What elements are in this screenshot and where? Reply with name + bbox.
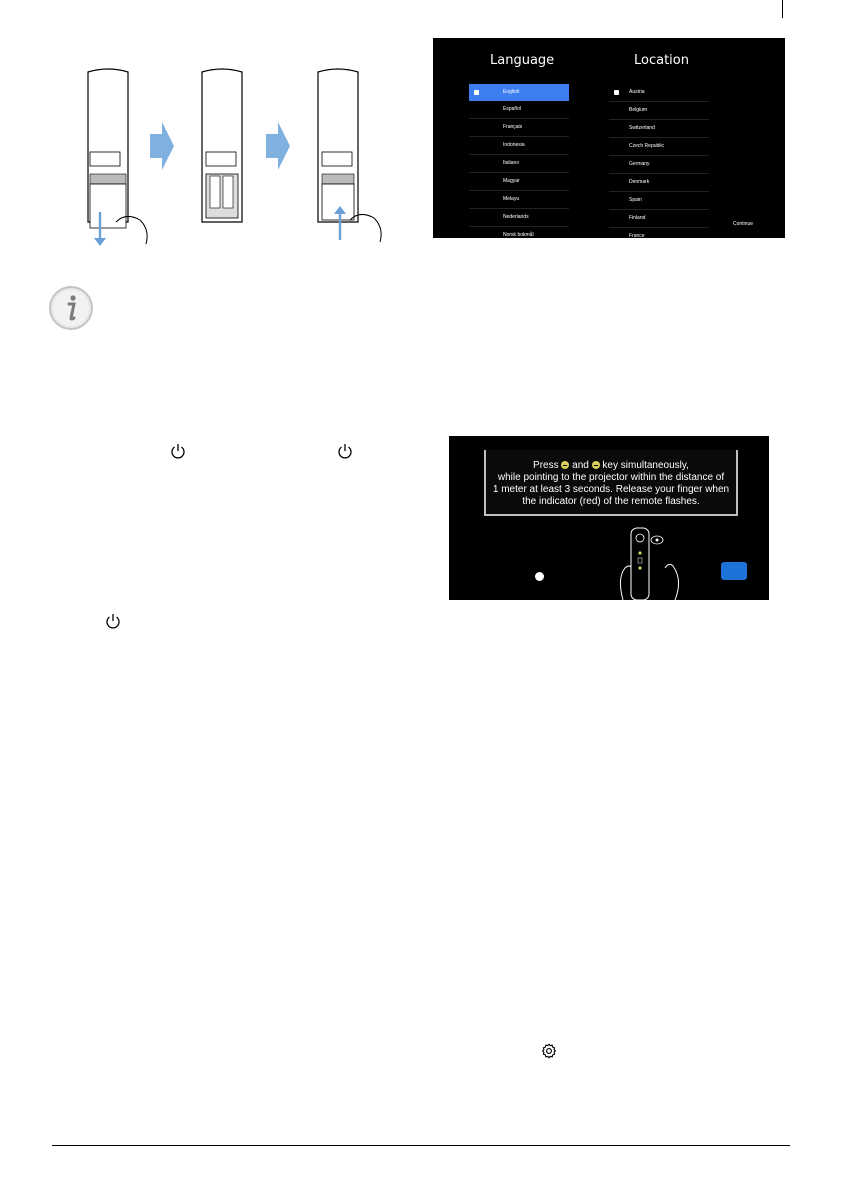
language-list bbox=[469, 84, 569, 238]
language-item[interactable]: Melayu bbox=[469, 191, 569, 209]
info-icon bbox=[48, 285, 94, 331]
power-icon bbox=[105, 613, 121, 629]
footer-rule bbox=[52, 1145, 790, 1146]
location-list bbox=[609, 84, 709, 238]
continue-button[interactable]: Continue bbox=[733, 221, 754, 227]
pairing-text: 1 meter at least 3 seconds. Release your finger when bbox=[492, 484, 730, 495]
power-icon bbox=[170, 443, 186, 459]
location-item[interactable]: Austria bbox=[609, 84, 709, 102]
language-title: Language bbox=[490, 53, 555, 68]
location-item[interactable]: Spain bbox=[609, 192, 709, 210]
key-icon bbox=[561, 461, 569, 469]
back-icon[interactable] bbox=[535, 572, 544, 581]
language-item[interactable]: Nederlands bbox=[469, 209, 569, 227]
power-icon bbox=[337, 443, 353, 459]
location-item[interactable]: France bbox=[609, 228, 709, 238]
language-item[interactable]: English bbox=[469, 84, 569, 101]
header-rule bbox=[782, 0, 783, 18]
pair-button[interactable] bbox=[721, 562, 747, 580]
pairing-instructions bbox=[484, 450, 738, 516]
location-item[interactable]: Switzerland bbox=[609, 120, 709, 138]
remote-open-illustration bbox=[88, 69, 147, 246]
remote-pairing-screen bbox=[449, 436, 769, 600]
checkbox-icon bbox=[474, 90, 479, 95]
language-item[interactable]: Italiano bbox=[469, 155, 569, 173]
remote-close-illustration bbox=[318, 69, 381, 242]
location-item[interactable]: Denmark bbox=[609, 174, 709, 192]
location-item[interactable]: Germany bbox=[609, 156, 709, 174]
location-item[interactable]: Belgium bbox=[609, 102, 709, 120]
hands-holding-remote-illustration bbox=[599, 524, 699, 600]
language-location-screen bbox=[433, 38, 785, 238]
pairing-text: while pointing to the projector within the distance of bbox=[497, 472, 725, 483]
pairing-text: Press bbox=[533, 460, 559, 471]
arrow-right-1 bbox=[150, 122, 174, 170]
gear-icon bbox=[541, 1043, 557, 1059]
location-item[interactable]: Czech Republic bbox=[609, 138, 709, 156]
arrow-right-2 bbox=[266, 122, 290, 170]
remote-battery-illustration bbox=[202, 69, 242, 222]
location-item[interactable]: Finland bbox=[609, 210, 709, 228]
language-item[interactable]: Indonesia bbox=[469, 137, 569, 155]
language-item[interactable]: Français bbox=[469, 119, 569, 137]
pairing-text: and bbox=[572, 460, 589, 471]
language-item[interactable]: Español bbox=[469, 101, 569, 119]
key-icon bbox=[592, 461, 600, 469]
pairing-text: the indicator (red) of the remote flashes. bbox=[522, 496, 700, 507]
language-item[interactable]: Magyar bbox=[469, 173, 569, 191]
pairing-text: key simultaneously, bbox=[602, 460, 689, 471]
checkbox-icon bbox=[614, 90, 619, 95]
location-title: Location bbox=[634, 53, 689, 68]
remote-battery-steps-illustration bbox=[60, 62, 390, 252]
language-item[interactable]: Norsk bokmål bbox=[469, 227, 569, 238]
